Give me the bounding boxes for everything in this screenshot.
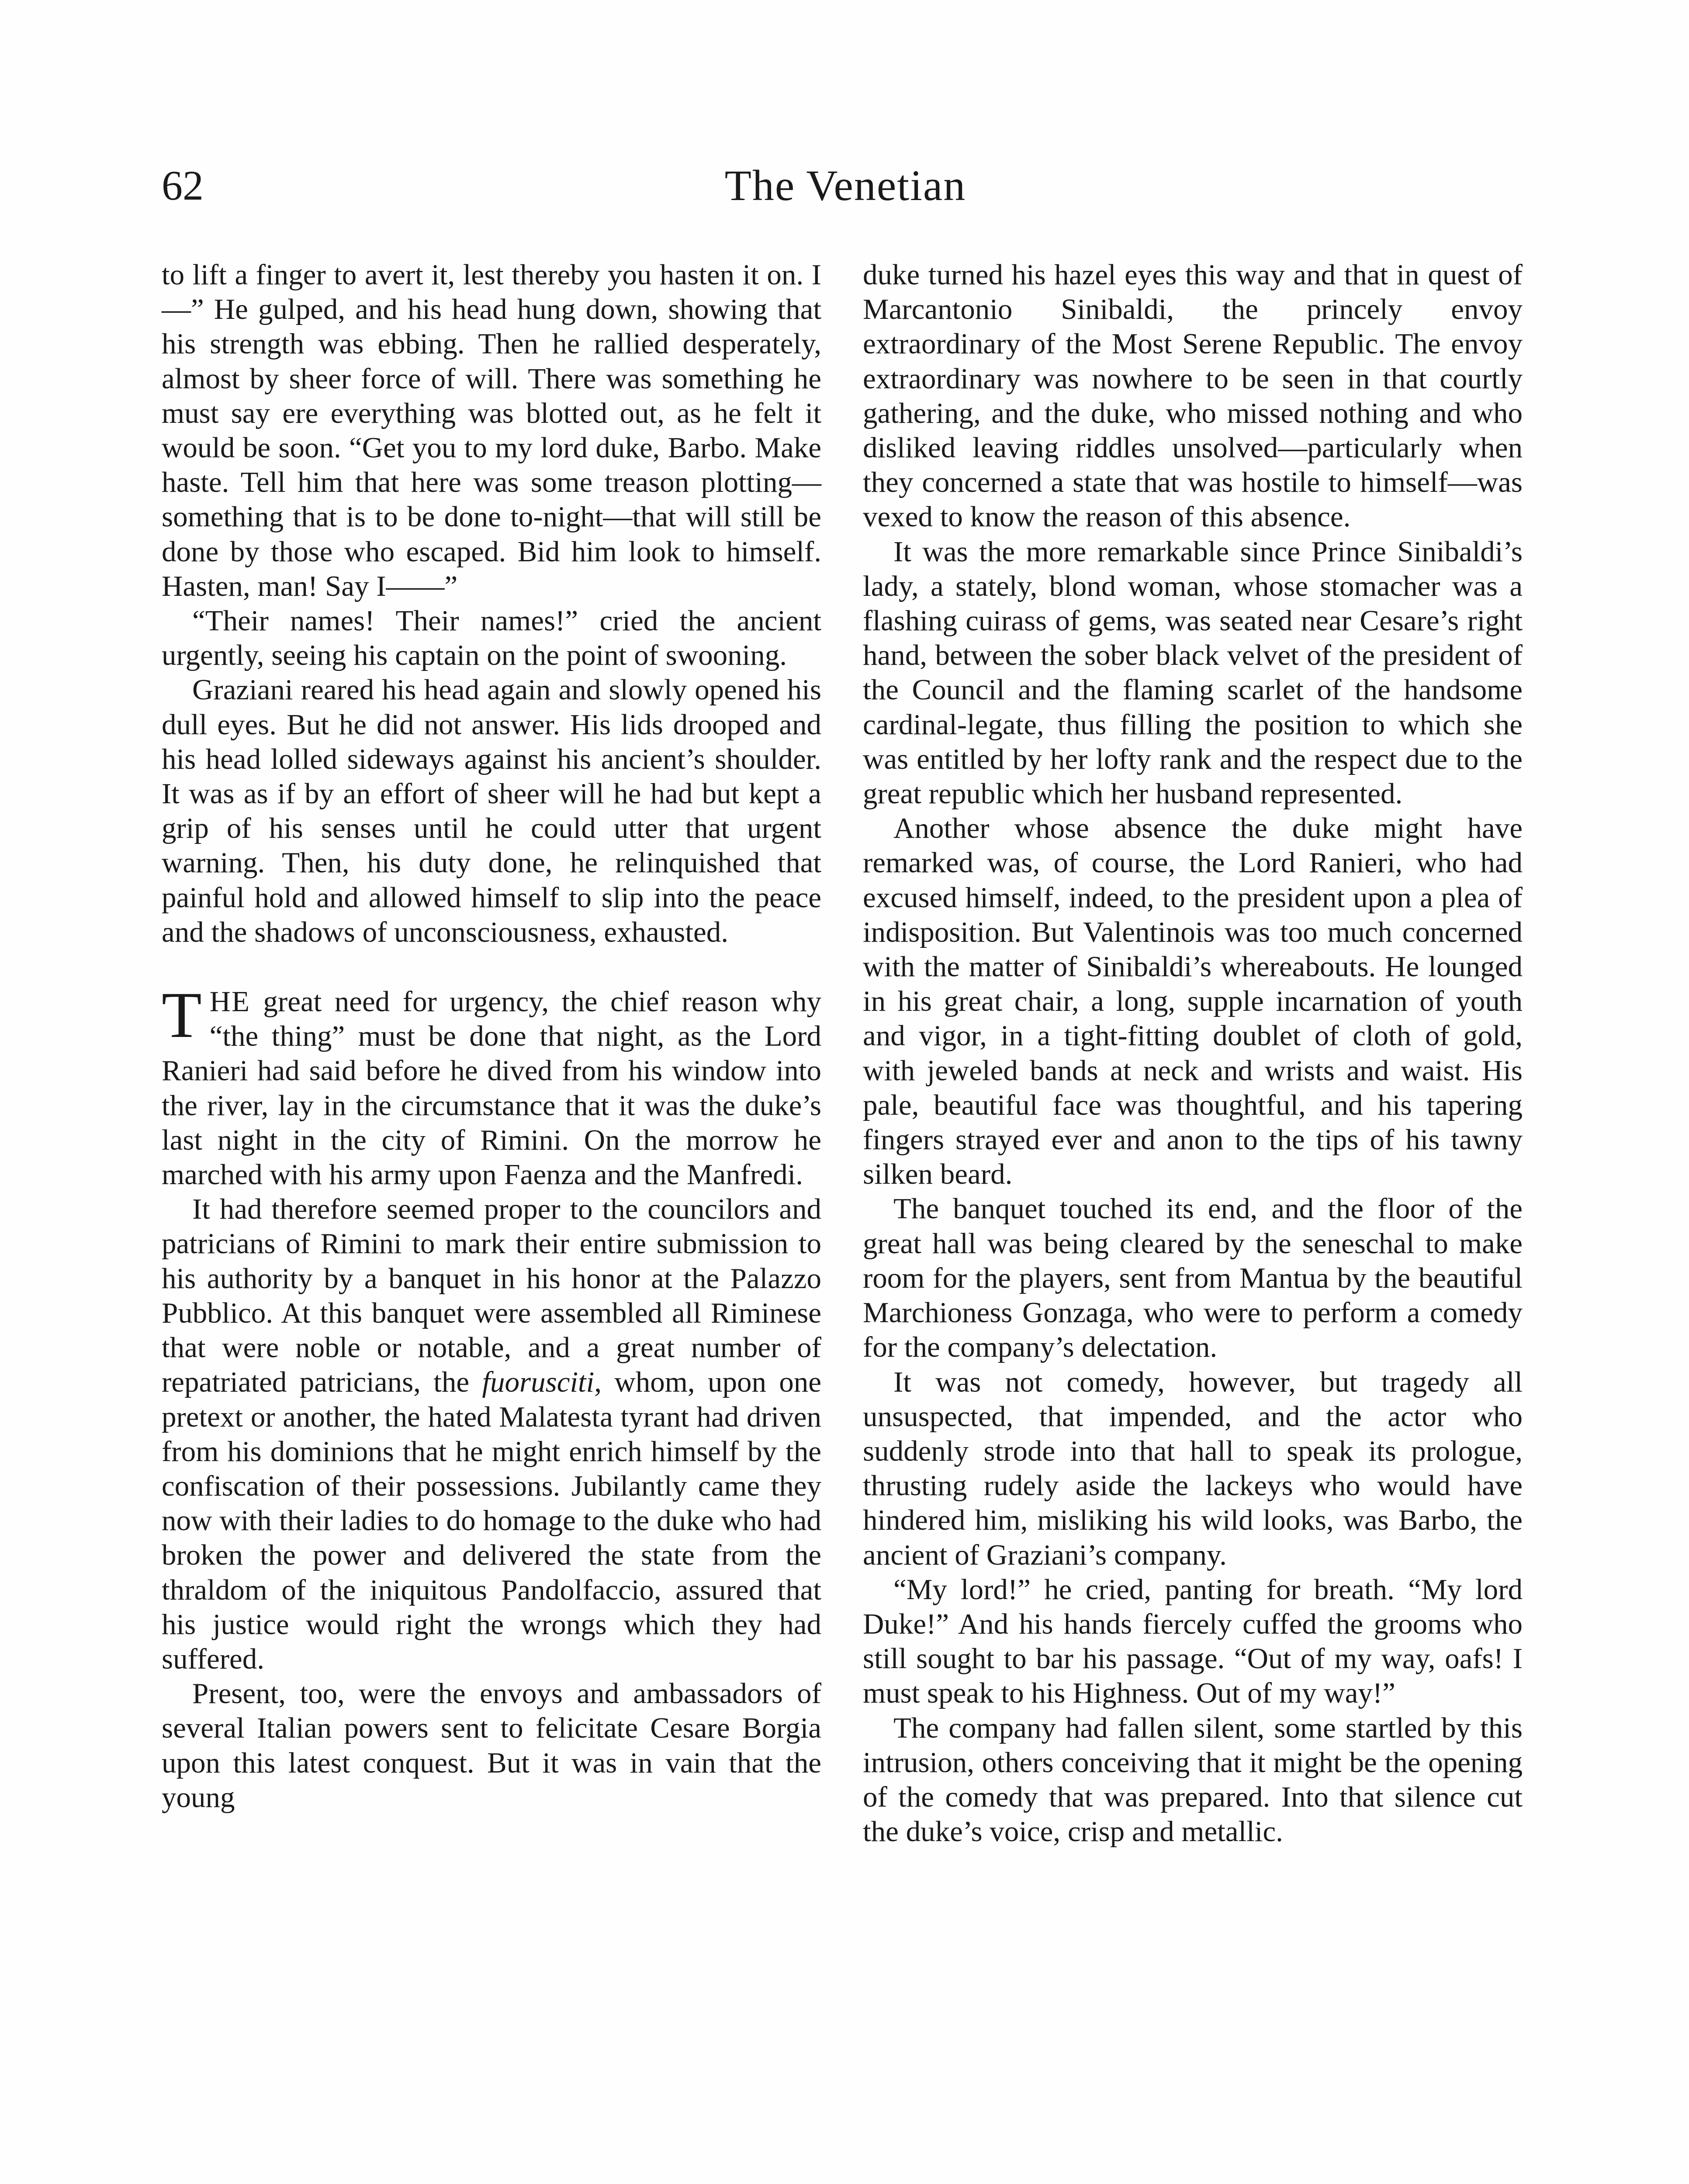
paragraph: “My lord!” he cried, panting for breath. “My lord Duke!” And his hands fiercely cuffed the grooms who still sought to bar his passage. “Out of my way, oafs! I must speak to his Highness. Out of my way!” [863,1573,1523,1710]
paragraph-text: great need for urgency, the chief reason why “the thing” must be done that night, as the Lord Ranieri had said before he dived from his window into the river, lay in the circumstance that it was the duke’s last night in the city of Rimini. On the morrow he marched with his army upon Faenza and the Manfredi. [162,985,821,1191]
paragraph: The company had fallen silent, some startled by this intrusion, others conceiving that it might be the opening of the comedy that was prepared. Into that silence cut the duke’s voice, crisp and metallic. [863,1711,1523,1848]
paragraph: The banquet touched its end, and the floor of the great hall was being cleared by the seneschal to make room for the players, sent from Mantua by the beautiful Marchioness Gonzaga, who were to perform a comedy for the company’s delectation. [863,1192,1523,1364]
running-title: The Venetian [724,161,966,210]
left-column [162,258,821,1815]
drop-cap: T [162,979,202,1052]
paragraph-dropcap [162,979,821,1192]
paragraph [162,1192,821,1676]
paragraph: It was not comedy, however, but tragedy all unsuspected, that impended, and the actor who suddenly strode into that hall to speak its prologue, thrusting rudely aside the lackeys who would have hindered him, misliking his wild looks, was Barbo, the ancient of Graziani’s company. [863,1365,1523,1571]
paragraph: Present, too, were the envoys and ambassadors of several Italian powers sent to felicitate Cesare Borgia upon this latest conquest. But it was in vain that the young [162,1677,821,1814]
right-column [863,258,1523,1849]
paragraph: It was the more remarkable since Prince Sinibaldi’s lady, a stately, blond woman, whose stomacher was a flashing cuirass of gems, was seated near Cesare’s right hand, between the sober black velvet of the president of the Council and the flaming scarlet of the handsome cardinal-legate, thus filling the position to which she was entitled by her lofty rank and the respect due to the great republic which her husband represented. [863,535,1523,810]
section-break [162,950,821,985]
paragraph: Graziani reared his head again and slowly opened his dull eyes. But he did not answer. His lids drooped and his head lolled sideways against his ancient’s shoulder. It was as if by an effort of sheer will he had but kept a grip of his senses until he could utter that urgent warning. Then, his duty done, he relinquished that painful hold and allowed himself to slip into the peace and the shadows of unconsciousness, exhausted. [162,674,821,948]
paragraph-text: , whom, upon one pretext or another, the hated Malatesta tyrant had driven from his dominions that he might enrich himself by the confiscation of their possessions. Jubilantly came they now with their ladies to do homage to the duke who had broken the power and delivered the state from the thraldom of the iniquitous Pandolfaccio, assured that his justice would right the wrongs which they had suffered. [162,1366,821,1675]
paragraph: duke turned his hazel eyes this way and that in quest of Marcantonio Sinibaldi, the princely envoy extraordinary of the Most Serene Republic. The envoy extraordinary was nowhere to be seen in that courtly gathering, and the duke, who missed nothing and who disliked leaving riddles unsolved—particularly when they concerned a state that was hostile to himself—was vexed to know the reason of this absence. [863,259,1523,533]
paragraph: to lift a finger to avert it, lest thereby you hasten it on. I—” He gulped, and his head hung down, showing that his strength was ebbing. Then he rallied desperately, almost by sheer force of will. There was something he must say ere everything was blotted out, as he felt it would be soon. “Get you to my lord duke, Barbo. Make haste. Tell him that here was some treason plotting—something that is to be done to-night—that will still be done by those who escaped. Bid him look to himself. Hasten, man! Say I——” [162,259,821,602]
page-number: 62 [162,162,204,209]
paragraph: “Their names! Their names!” cried the ancient urgently, seeing his captain on the point of swooning. [162,605,821,672]
italic-term: fuorusciti [482,1366,595,1399]
running-head [162,155,1529,216]
paragraph-text: It had therefore seemed proper to the councilors and patricians of Rimini to mark their entire submission to his authority by a banquet in his honor at the Palazzo Pubblico. At this banquet were assembled all Riminese that were noble or notable, and a great number of repatriated patricians, the [162,1193,821,1399]
paragraph: Another whose absence the duke might have remarked was, of course, the Lord Ranieri, who had excused himself, indeed, to the president upon a plea of indisposition. But Valentinois was too much concerned with the matter of Sinibaldi’s whereabouts. He lounged in his great chair, a long, supple incarnation of youth and vigor, in a tight-fitting doublet of cloth of gold, with jeweled bands at neck and wrists and waist. His pale, beautiful face was thoughtful, and his tapering fingers strayed ever and anon to the tips of his tawny silken beard. [863,812,1523,1191]
small-caps-lead: HE [209,985,250,1018]
